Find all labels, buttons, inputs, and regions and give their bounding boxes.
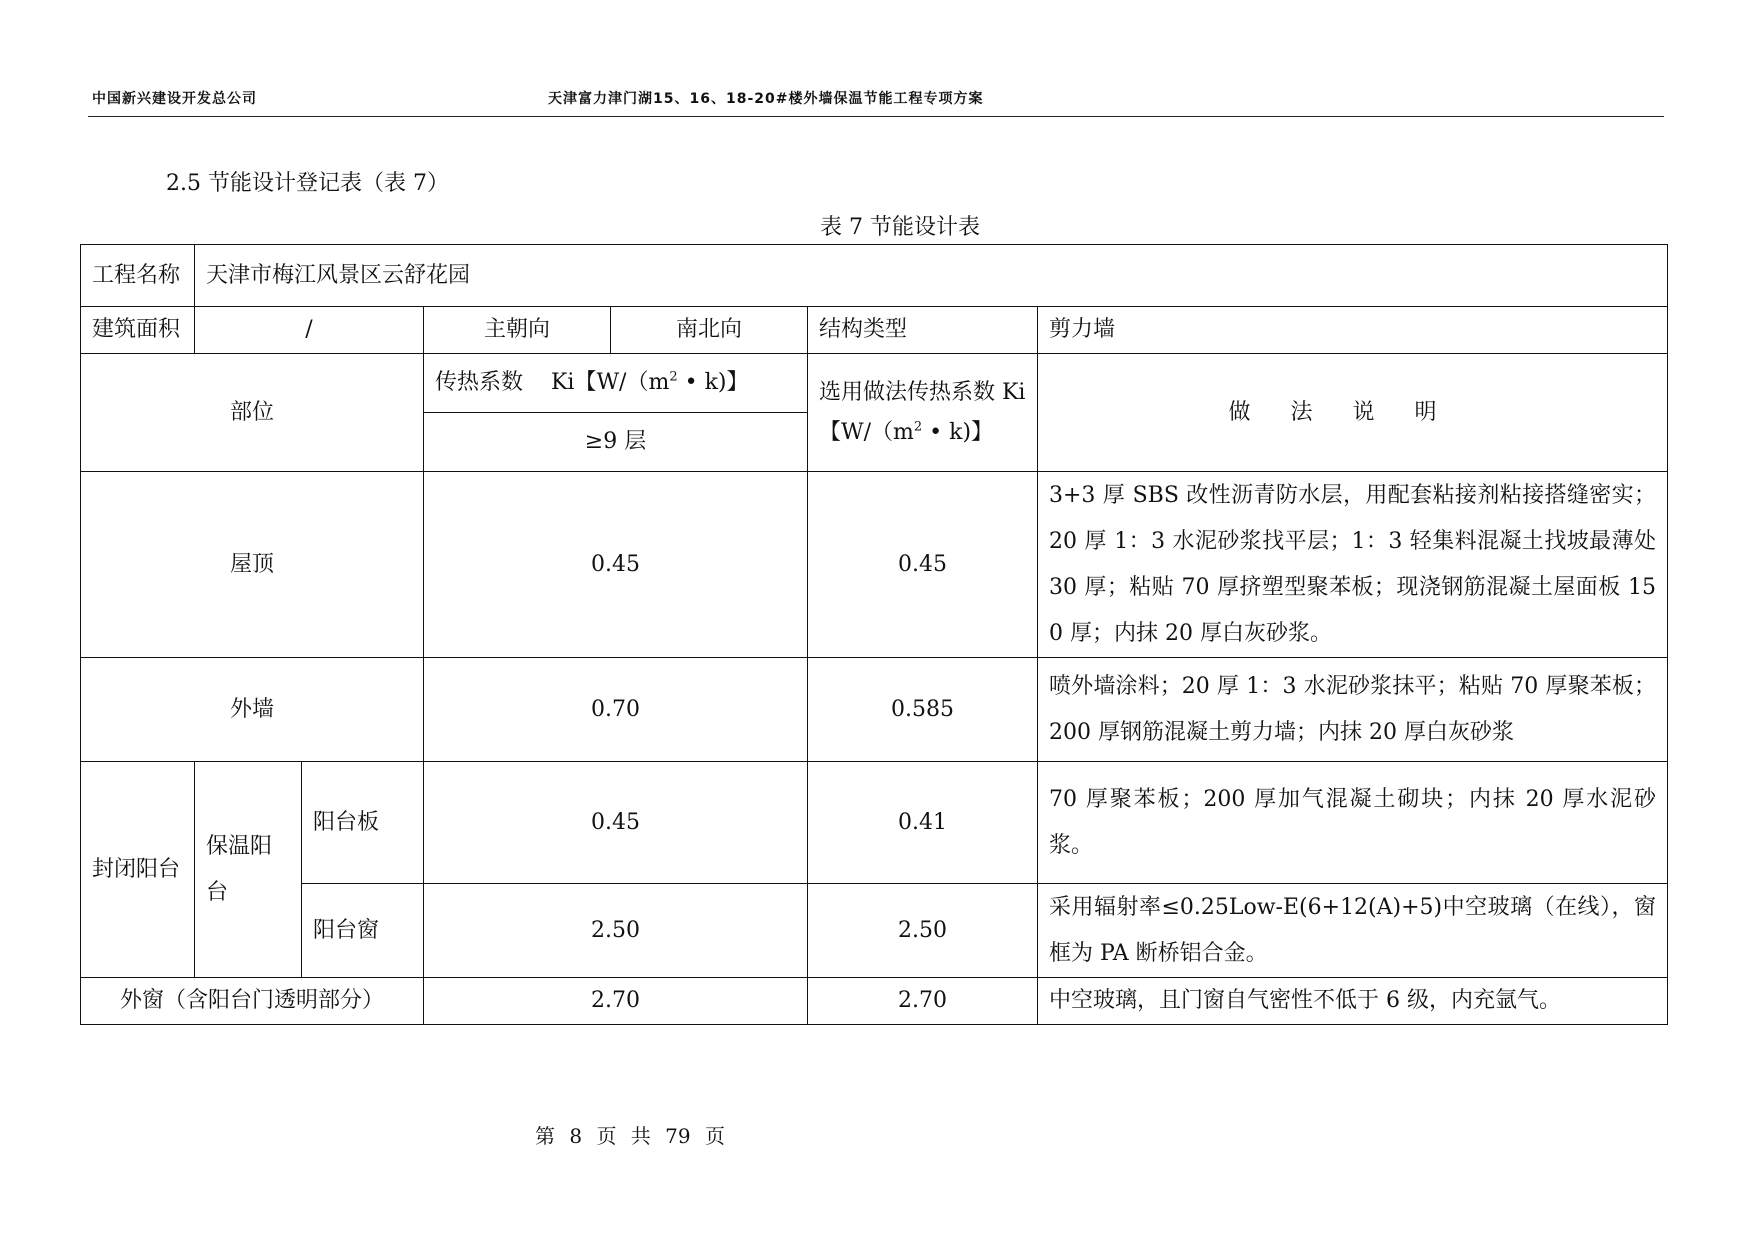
orientation-value: 南北向 <box>611 307 808 354</box>
floor-header: ≥9 层 <box>424 413 808 472</box>
k-balcony-window: 2.50 <box>424 884 808 978</box>
chosen-k-roof: 0.45 <box>808 472 1038 658</box>
row-roof <box>81 472 1668 658</box>
energy-design-table <box>80 244 1668 1025</box>
chosen-k-exterior-window: 2.70 <box>808 978 1038 1025</box>
part-balcony-window: 阳台窗 <box>302 884 424 978</box>
method-balcony-slab: 70 厚聚苯板；200 厚加气混凝土砌块；内抹 20 厚水泥砂浆。 <box>1038 762 1668 884</box>
area-value: / <box>195 307 424 354</box>
footer-prefix: 第 <box>535 1124 555 1148</box>
structure-value: 剪力墙 <box>1038 307 1668 354</box>
k-header-text: 传热系数 Ki【$W/(m^2$ • k)】 <box>435 369 749 395</box>
row-exterior-wall <box>81 658 1668 762</box>
k-roof: 0.45 <box>424 472 808 658</box>
method-balcony-window: 采用辐射率≤0.25Low-E(6+12(A)+5)中空玻璃（在线），窗框为 PA 断桥铝合金。 <box>1038 884 1668 978</box>
part-balcony-slab: 阳台板 <box>302 762 424 884</box>
chosen-k-balcony-slab: 0.41 <box>808 762 1038 884</box>
method-header-text: 做法说明 <box>1228 399 1477 425</box>
part-header: 部位 <box>81 354 424 472</box>
k-exterior-wall: 0.70 <box>424 658 808 762</box>
k-exterior-window: 2.70 <box>424 978 808 1025</box>
orientation-label: 主朝向 <box>424 307 611 354</box>
area-label: 建筑面积 <box>81 307 195 354</box>
row-balcony-window <box>81 884 1668 978</box>
page-total: 79 <box>665 1124 691 1148</box>
chosen-k-header-text: 选用做法传热系数 Ki【$W/(m^2$ • k)】 <box>819 379 1026 445</box>
method-exterior-wall: 喷外墙涂料；20 厚 1：3 水泥砂浆抹平；粘贴 70 厚聚苯板；200 厚钢筋混凝土剪力墙；内抹 20 厚白灰砂浆 <box>1038 658 1668 762</box>
structure-label: 结构类型 <box>808 307 1038 354</box>
chosen-k-exterior-wall: 0.585 <box>808 658 1038 762</box>
header-project-title: 天津富力津门湖15、16、18-20#楼外墙保温节能工程专项方案 <box>548 91 984 107</box>
project-name-value: 天津市梅江风景区云舒花园 <box>195 245 1668 307</box>
row-exterior-window <box>81 978 1668 1025</box>
table-caption: 表 7 节能设计表 <box>820 215 980 240</box>
project-name-label: 工程名称 <box>81 245 195 307</box>
k-balcony-slab: 0.45 <box>424 762 808 884</box>
footer-mid: 页 共 <box>596 1124 651 1148</box>
balcony-subgroup: 保温阳台 <box>195 762 302 978</box>
part-roof: 屋顶 <box>81 472 424 658</box>
row-building-info <box>81 307 1668 354</box>
header-divider <box>88 116 1664 117</box>
row-project-name <box>81 245 1668 307</box>
method-exterior-window: 中空玻璃，且门窗自气密性不低于 6 级，内充氩气。 <box>1038 978 1668 1025</box>
part-exterior-window: 外窗（含阳台门透明部分） <box>81 978 424 1025</box>
chosen-k-balcony-window: 2.50 <box>808 884 1038 978</box>
row-column-headers <box>81 354 1668 413</box>
method-roof: 3+3 厚 SBS 改性沥青防水层，用配套粘接剂粘接搭缝密实；20 厚 1：3 水泥砂浆找平层；1：3 轻集料混凝土找坡最薄处 30 厚；粘贴 70 厚挤塑型聚苯板；现浇钢筋混凝土屋面板 150 厚；内抹 20 厚白灰砂浆。 <box>1038 472 1668 658</box>
chosen-k-header <box>808 354 1038 472</box>
row-balcony-slab <box>81 762 1668 884</box>
part-exterior-wall: 外墙 <box>81 658 424 762</box>
k-header <box>424 354 808 413</box>
page-footer <box>535 1120 725 1149</box>
footer-suffix: 页 <box>704 1124 725 1148</box>
section-title: 2.5 节能设计登记表（表 7） <box>166 171 449 196</box>
page-number: 8 <box>569 1124 583 1148</box>
balcony-group: 封闭阳台 <box>81 762 195 978</box>
method-header <box>1038 354 1668 472</box>
header-company: 中国新兴建设开发总公司 <box>92 91 257 107</box>
